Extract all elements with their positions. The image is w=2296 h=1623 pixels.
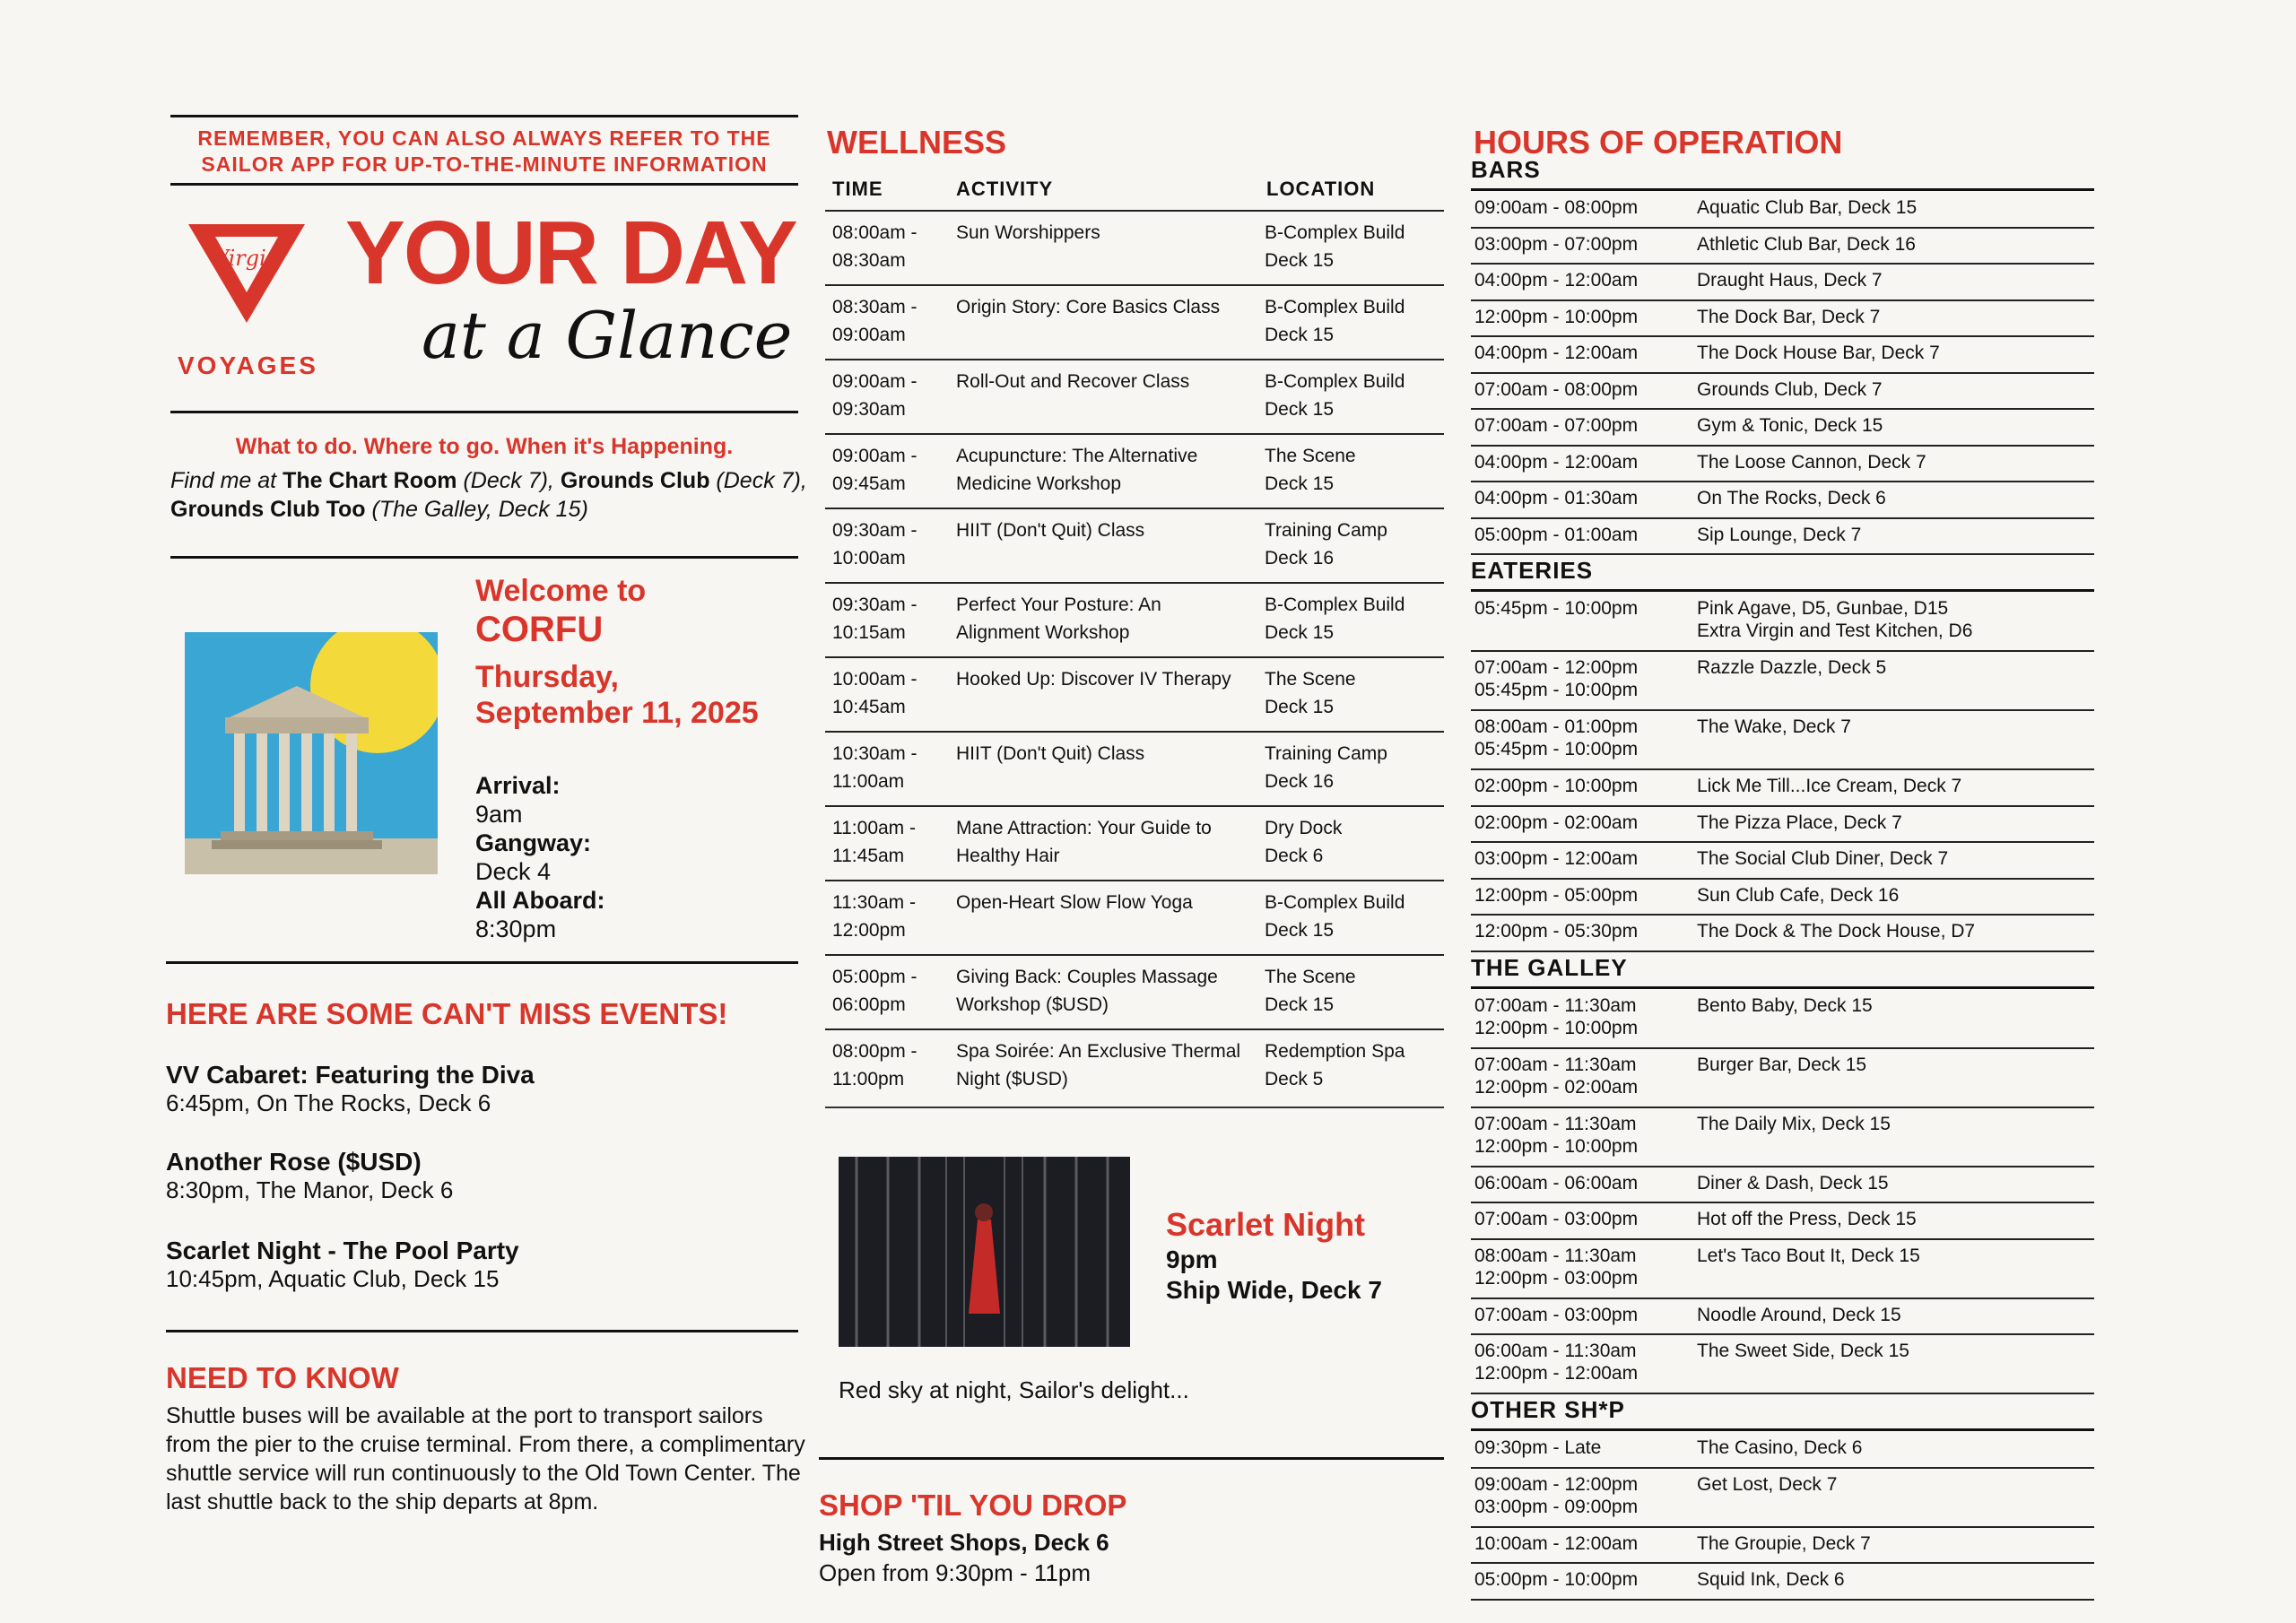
wellness-time: 08:30am - 09:00am — [832, 297, 918, 345]
hours-section-title: OTHER SH*P — [1471, 1396, 1625, 1423]
shop-heading: SHOP 'TIL YOU DROP — [819, 1488, 1127, 1522]
wellness-activity: Origin Story: Core Basics Class — [956, 297, 1221, 317]
hours-time: 06:00am - 11:30am 12:00pm - 12:00am — [1474, 1341, 1639, 1384]
svg-text:Virgin: Virgin — [213, 246, 281, 271]
hours-row — [1471, 1203, 2094, 1240]
hours-time: 07:00am - 08:00pm — [1474, 378, 1639, 400]
wellness-time: 09:30am - 10:00am — [832, 520, 918, 568]
hours-time: 06:00am - 06:00am — [1474, 1172, 1639, 1193]
hours-row — [1471, 1469, 2094, 1528]
need-to-know-heading: NEED TO KNOW — [166, 1361, 399, 1394]
hours-time: 09:00am - 08:00pm — [1474, 197, 1639, 218]
wellness-activity: Sun Worshippers — [956, 222, 1100, 243]
hours-row — [1471, 1299, 2094, 1336]
hours-time: 07:00am - 03:00pm — [1474, 1209, 1639, 1229]
hours-time: 05:45pm - 10:00pm — [1474, 598, 1639, 619]
wellness-row — [825, 954, 1444, 1028]
wellness-location: B-Complex Build Deck 15 — [1265, 371, 1405, 420]
hours-time: 09:00am - 12:00pm 03:00pm - 09:00pm — [1474, 1473, 1639, 1517]
wellness-row — [825, 284, 1444, 359]
hours-place: The Wake, Deck 7 — [1697, 716, 1851, 737]
hours-time: 09:30pm - Late — [1474, 1437, 1602, 1458]
hours-place: Burger Bar, Deck 15 — [1697, 1054, 1867, 1075]
hours-place: On The Rocks, Deck 6 — [1697, 488, 1886, 508]
hours-place: Pink Agave, D5, Gunbae, D15 Extra Virgin and Test Kitchen, D6 — [1697, 598, 1973, 641]
hours-row — [1471, 1049, 2094, 1108]
hours-row — [1471, 482, 2094, 519]
hours-place: The Dock Bar, Deck 7 — [1697, 306, 1881, 327]
hours-time: 07:00am - 11:30am 12:00pm - 02:00am — [1474, 1054, 1639, 1098]
hours-row — [1471, 711, 2094, 770]
hours-time: 07:00am - 11:30am 12:00pm - 10:00pm — [1474, 994, 1639, 1038]
hours-row — [1471, 374, 2094, 411]
hours-section-title: EATERIES — [1471, 557, 1594, 584]
hours-place: Let's Taco Bout It, Deck 15 — [1697, 1245, 1920, 1266]
hours-time: 07:00am - 07:00pm — [1474, 415, 1639, 436]
hours-place: The Daily Mix, Deck 15 — [1697, 1113, 1891, 1134]
hours-time: 02:00pm - 10:00pm — [1474, 776, 1639, 796]
event-item: Another Rose ($USD) 8:30pm, The Manor, Deck 6 — [166, 1148, 454, 1203]
hours-row — [1471, 843, 2094, 880]
wellness-time: 09:00am - 09:45am — [832, 446, 918, 494]
wellness-time: 10:00am - 10:45am — [832, 669, 918, 717]
event-item: VV Cabaret: Featuring the Diva 6:45pm, On The Rocks, Deck 6 — [166, 1061, 535, 1116]
hours-time: 12:00pm - 05:30pm — [1474, 921, 1639, 942]
hours-time: 07:00am - 11:30am 12:00pm - 10:00pm — [1474, 1113, 1639, 1157]
wellness-location: Dry Dock Deck 6 — [1265, 818, 1343, 866]
wellness-location: Training Camp Deck 16 — [1265, 520, 1387, 568]
voyages-wordmark: VOYAGES — [178, 352, 318, 379]
hours-row — [1471, 1167, 2094, 1204]
hours-time: 04:00pm - 01:30am — [1474, 488, 1639, 508]
hours-place: Grounds Club, Deck 7 — [1697, 378, 1883, 400]
wellness-time: 09:30am - 10:15am — [832, 595, 918, 643]
hours-row — [1471, 1108, 2094, 1167]
hours-place: The Dock & The Dock House, D7 — [1697, 921, 1976, 942]
sailor-app-reminder: REMEMBER, YOU CAN ALSO ALWAYS REFER TO THE SAILOR APP FOR UP-TO-THE-MINUTE INFORMATION — [197, 126, 771, 176]
wellness-location: Training Camp Deck 16 — [1265, 743, 1387, 792]
hours-place: The Groupie, Deck 7 — [1697, 1532, 1871, 1554]
hours-time: 08:00am - 11:30am 12:00pm - 03:00pm — [1474, 1245, 1639, 1289]
hours-row — [1471, 1240, 2094, 1299]
wellness-time: 10:30am - 11:00am — [832, 743, 918, 792]
hours-heading: HOURS OF OPERATION — [1474, 124, 1843, 161]
need-to-know-text: Shuttle buses will be available at the port to transport sailors from the pier to the cruise terminal. From there, a complimentary shuttle service will run continuously to the Old Town Center. The last shuttle back to the ship departs at 8pm. — [166, 1403, 805, 1515]
wellness-row — [825, 210, 1444, 284]
page-subtitle: at a Glance — [422, 298, 793, 373]
wellness-row — [825, 433, 1444, 508]
hours-time: 04:00pm - 12:00am — [1474, 270, 1639, 291]
wellness-activity: Giving Back: Couples Massage Workshop ($USD) — [956, 967, 1218, 1015]
wellness-row — [825, 731, 1444, 805]
wellness-location: The Scene Deck 15 — [1265, 967, 1356, 1015]
tagline: What to do. Where to go. When it's Happening. — [235, 434, 734, 459]
hours-time: 07:00am - 03:00pm — [1474, 1304, 1639, 1325]
hours-place: The Sweet Side, Deck 15 — [1697, 1341, 1909, 1361]
wellness-time: 11:00am - 11:45am — [832, 818, 916, 866]
hours-row — [1471, 447, 2094, 483]
wellness-activity: HIIT (Don't Quit) Class — [956, 520, 1145, 541]
hours-place: Razzle Dazzle, Deck 5 — [1697, 657, 1887, 678]
hours-row — [1471, 519, 2094, 556]
wellness-location: B-Complex Build Deck 15 — [1265, 297, 1405, 345]
hours-place: The Loose Cannon, Deck 7 — [1697, 451, 1926, 473]
hours-time: 05:00pm - 10:00pm — [1474, 1569, 1639, 1590]
hours-row — [1471, 265, 2094, 301]
wellness-row — [825, 880, 1444, 954]
hours-place: Sun Club Cafe, Deck 16 — [1697, 884, 1900, 906]
welcome-heading: Welcome to — [475, 574, 647, 608]
wellness-activity: Spa Soirée: An Exclusive Thermal Night ($USD) — [956, 1041, 1241, 1089]
wellness-location: B-Complex Build Deck 15 — [1265, 892, 1405, 941]
shop-info: High Street Shops, Deck 6 Open from 9:30pm - 11pm — [819, 1529, 1109, 1586]
scarlet-night-caption: Red sky at night, Sailor's delight... — [839, 1376, 1189, 1403]
wellness-row — [825, 359, 1444, 433]
port-info: Arrival: 9am Gangway: Deck 4 All Aboard: 8:30pm — [475, 772, 605, 942]
hours-time: 12:00pm - 05:00pm — [1474, 884, 1639, 906]
scarlet-night-photo — [839, 1157, 1130, 1347]
hours-place: The Dock House Bar, Deck 7 — [1697, 343, 1940, 363]
hours-row — [1471, 1528, 2094, 1565]
wellness-time: 09:00am - 09:30am — [832, 371, 918, 420]
hours-time: 12:00pm - 10:00pm — [1474, 306, 1639, 327]
hours-place: Diner & Dash, Deck 15 — [1697, 1172, 1889, 1193]
hours-place: Lick Me Till...Ice Cream, Deck 7 — [1697, 776, 1962, 796]
wellness-location: The Scene Deck 15 — [1265, 669, 1356, 717]
wellness-activity: Acupuncture: The Alternative Medicine Workshop — [956, 446, 1198, 494]
hours-place: The Social Club Diner, Deck 7 — [1697, 848, 1949, 869]
hours-time: 04:00pm - 12:00am — [1474, 451, 1639, 473]
hours-place: Get Lost, Deck 7 — [1697, 1473, 1838, 1495]
hours-row — [1471, 807, 2094, 844]
hours-place: Aquatic Club Bar, Deck 15 — [1697, 197, 1918, 218]
hours-time: 07:00am - 12:00pm 05:45pm - 10:00pm — [1474, 657, 1639, 700]
hours-row — [1471, 337, 2094, 374]
hours-time: 10:00am - 12:00am — [1474, 1532, 1639, 1554]
port-name: CORFU — [475, 610, 604, 649]
wellness-row — [825, 508, 1444, 582]
page-title: YOUR DAY — [345, 203, 796, 303]
hours-place: The Pizza Place, Deck 7 — [1697, 812, 1902, 833]
wellness-activity: Open-Heart Slow Flow Yoga — [956, 892, 1193, 913]
hours-place: Bento Baby, Deck 15 — [1697, 994, 1873, 1016]
hours-place: The Casino, Deck 6 — [1697, 1437, 1863, 1458]
wellness-time: 08:00pm - 11:00pm — [832, 1041, 918, 1089]
hours-row — [1471, 229, 2094, 265]
hours-row — [1471, 192, 2094, 229]
wellness-row — [825, 805, 1444, 880]
hours-place: Draught Haus, Deck 7 — [1697, 270, 1883, 291]
wellness-activity: Hooked Up: Discover IV Therapy — [956, 669, 1231, 690]
wellness-col-time: TIME — [832, 178, 883, 200]
wellness-location: B-Complex Build Deck 15 — [1265, 222, 1405, 271]
wellness-row — [825, 656, 1444, 731]
hours-time: 03:00pm - 07:00pm — [1474, 233, 1639, 255]
wellness-location: Redemption Spa Deck 5 — [1265, 1041, 1405, 1089]
wellness-col-location: LOCATION — [1266, 178, 1376, 200]
wellness-activity: Roll-Out and Recover Class — [956, 371, 1190, 392]
hours-time: 05:00pm - 01:00am — [1474, 524, 1639, 545]
scarlet-night-info: 9pm Ship Wide, Deck 7 — [1166, 1245, 1382, 1304]
hours-row — [1471, 1564, 2094, 1601]
hours-row — [1471, 652, 2094, 711]
wellness-location: The Scene Deck 15 — [1265, 446, 1356, 494]
corfu-temple-photo — [185, 632, 438, 874]
virgin-voyages-logo-icon — [188, 224, 305, 323]
hours-row — [1471, 916, 2094, 952]
cant-miss-heading: HERE ARE SOME CAN'T MISS EVENTS! — [166, 997, 728, 1030]
hours-row — [1471, 593, 2094, 652]
hours-time: 03:00pm - 12:00am — [1474, 848, 1639, 869]
wellness-time: 11:30am - 12:00pm — [832, 892, 916, 941]
wellness-time: 08:00am - 08:30am — [832, 222, 918, 271]
port-date: Thursday, September 11, 2025 — [475, 660, 759, 730]
wellness-row — [825, 582, 1444, 656]
hours-row — [1471, 770, 2094, 807]
hours-time: 08:00am - 01:00pm 05:45pm - 10:00pm — [1474, 716, 1639, 759]
hours-place: Hot off the Press, Deck 15 — [1697, 1209, 1917, 1229]
wellness-location: B-Complex Build Deck 15 — [1265, 595, 1405, 643]
hours-place: Squid Ink, Deck 6 — [1697, 1569, 1845, 1590]
hours-row — [1471, 410, 2094, 447]
wellness-activity: HIIT (Don't Quit) Class — [956, 743, 1145, 764]
hours-row — [1471, 1432, 2094, 1469]
hours-row — [1471, 1335, 2094, 1394]
hours-time: 04:00pm - 12:00am — [1474, 343, 1639, 363]
hours-row — [1471, 301, 2094, 338]
wellness-heading: WELLNESS — [827, 124, 1007, 161]
wellness-time: 05:00pm - 06:00pm — [832, 967, 918, 1015]
event-item: Scarlet Night - The Pool Party 10:45pm, Aquatic Club, Deck 15 — [166, 1237, 519, 1292]
scarlet-night-title: Scarlet Night — [1166, 1206, 1366, 1243]
wellness-col-activity: ACTIVITY — [956, 178, 1054, 200]
wellness-activity: Mane Attraction: Your Guide to Healthy Hair — [956, 818, 1212, 866]
hours-section-title: BARS — [1471, 156, 1541, 183]
hours-place: Noodle Around, Deck 15 — [1697, 1304, 1901, 1325]
hours-section-title: THE GALLEY — [1471, 953, 1628, 981]
wellness-row — [825, 1028, 1444, 1103]
hours-time: 02:00pm - 02:00am — [1474, 812, 1639, 833]
hours-row — [1471, 990, 2094, 1049]
hours-place: Athletic Club Bar, Deck 16 — [1697, 233, 1916, 255]
hours-place: Sip Lounge, Deck 7 — [1697, 524, 1862, 545]
find-me-locations: Find me at The Chart Room (Deck 7), Grounds Club (Deck 7), Grounds Club Too (The Galley, Deck 15) — [170, 468, 807, 522]
hours-place: Gym & Tonic, Deck 15 — [1697, 415, 1883, 436]
hours-row — [1471, 880, 2094, 916]
wellness-activity: Perfect Your Posture: An Alignment Workshop — [956, 595, 1161, 643]
